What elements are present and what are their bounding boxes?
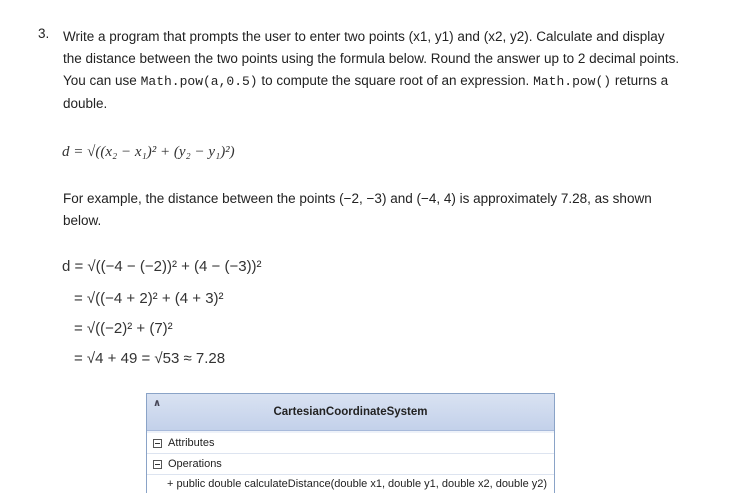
uml-operation-item: + public double calculateDistance(double x1, double y1, double x2, double y2): [147, 475, 554, 493]
uml-attributes-section[interactable]: [147, 433, 554, 454]
uml-attributes-label: Attributes: [168, 437, 215, 449]
uml-header: [147, 394, 554, 431]
uml-operations-section[interactable]: [147, 454, 554, 475]
calc-line-1: d = √((−4 − (−2))² + (4 − (−3))²: [62, 258, 262, 275]
uml-operations-label: Operations: [168, 458, 222, 470]
collapse-box-icon[interactable]: [153, 439, 162, 448]
question-number: 3.: [38, 26, 50, 41]
question-text-2: to compute the square root of an expression.: [261, 73, 530, 88]
question-text-3: returns a double.: [63, 73, 669, 111]
collapse-chevron-icon[interactable]: ∧: [153, 398, 162, 409]
collapse-box-icon[interactable]: [153, 460, 162, 469]
calc-line-3: = √((−2)² + (7)²: [74, 320, 173, 337]
code-math-pow-a: Math.pow(a,0.5): [140, 74, 258, 89]
uml-class-box: [146, 393, 555, 493]
question-text-1: Write a program that prompts the user to enter two points (x1, y1) and (x2, y2). Calculate and display the distance between the two points using the formula below. Round the answer up to 2 decimal points. You can use: [63, 29, 680, 88]
example-text: For example, the distance between the points (−2, −3) and (−4, 4) is approximately 7.28, as shown below.: [63, 191, 652, 228]
calc-line-4b: = √53 ≈ 7.28: [141, 350, 226, 367]
calc-line-4: [74, 350, 225, 367]
code-math-pow: Math.pow(): [533, 74, 612, 89]
calc-line-4a: = √4 + 49: [74, 350, 138, 367]
uml-class-name: CartesianCoordinateSystem: [273, 406, 428, 418]
calc-line-2: = √((−4 + 2)² + (4 + 3)²: [74, 290, 224, 307]
question-text: [63, 26, 683, 115]
distance-formula: d = √((x₂ − x₁)² + (y₂ − y₁)²): [62, 144, 235, 160]
